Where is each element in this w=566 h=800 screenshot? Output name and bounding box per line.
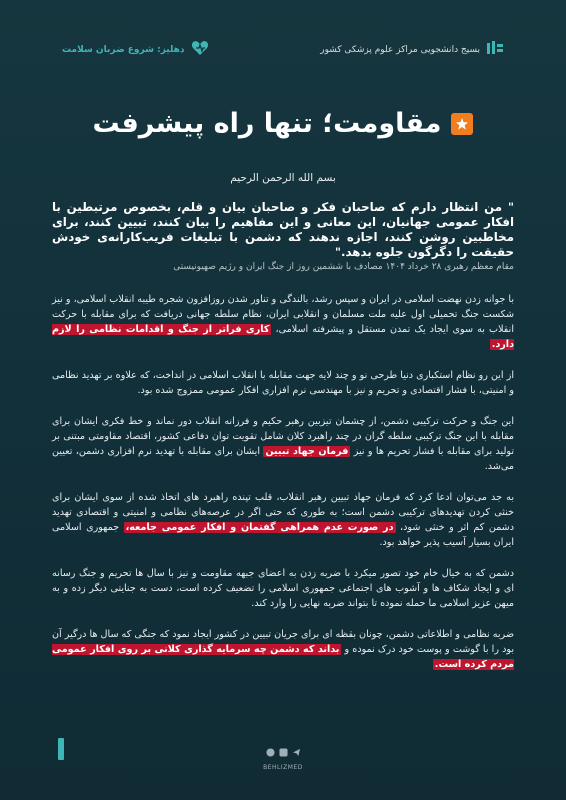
eitaa-icon[interactable] — [279, 742, 288, 761]
footer — [0, 742, 566, 771]
paragraph-text: به جد می‌توان ادعا کرد که فرمان جهاد تبیین رهبر انقلاب، قلب تپنده راهبرد های اتخاذ شده از سوی ایشان برای خنثی کردن تهدیدهای ترکیبی دشمن است؛ به طوری که حتی اگر در عرصه‌های نظامی و امنیتی و اقتصادی تهدید دشمن کم اثر و خنثی شود، — [52, 492, 514, 533]
heart-logo-icon — [191, 40, 209, 60]
highlighted-text: کاری فراتر از جنگ و اقدامات نظامی را لازم دارد. — [52, 324, 514, 350]
bale-icon[interactable] — [266, 742, 275, 761]
header-brand-text: دهلیز: شروع ضربان سلامت — [62, 45, 185, 55]
paragraph-3 — [52, 414, 514, 474]
telegram-icon[interactable] — [292, 742, 301, 761]
paragraph-6 — [52, 627, 514, 672]
article-body — [52, 172, 514, 688]
header — [62, 38, 504, 62]
title-block — [0, 108, 566, 139]
paragraph-4 — [52, 490, 514, 550]
footer-handle: BEHLIZMED — [263, 764, 303, 771]
paragraph-text: ضربه نظامی و اطلاعاتی دشمن، چونان بقظه ای برای جریان تبیین در کشور ایجاد نمود که جنگی که سال ها درگیر آن بود را با گوشت و پوست خود درک نموده و — [52, 629, 514, 655]
page-title: مقاومت؛ تنها راه پیشرفت — [92, 108, 442, 139]
highlighted-text: بداند که دشمن چه سرمایه گذاری کلانی بر روی افکار عمومی مردم کرده است. — [52, 644, 514, 670]
basij-logo-icon — [486, 40, 504, 60]
highlighted-text: در صورت عدم همراهی گفتمان و افکار عمومی جامعه، — [125, 522, 394, 533]
paragraph-1 — [52, 292, 514, 352]
header-right — [320, 40, 504, 60]
paragraph-text: دشمن که به خیال خام خود تصور میکرد با ضربه زدن به اعضای جبهه مقاومت و نیز با سال ها تحریم و جنگ رسانه ای و ایجاد شکاف ها و آشوب های اجتماعی جمهوری اسلامی را تضعیف کرده است، دست به جنایتی دیگر زده و به میهن عزیز اسلامی ما حمله نموده تا بتواند ضربه نهایی را وارد کند. — [52, 568, 514, 609]
paragraph-text: ایشان برای مقابله با تهدید نرم افزاری دشمن، تعیین می‌شد. — [52, 446, 514, 472]
quote-source: مقام معظم رهبری ۲۸ خرداد ۱۴۰۴ مصادف با ششمین روز از جنگ ایران و رژیم صهیونیستی — [173, 262, 514, 272]
paragraph-text: با جوانه زدن نهضت اسلامی در ایران و سپس رشد، بالندگی و تناور شدن روزافزون شجره طیبه انقلاب اسلامی، و نیز شکست جنگ تحمیلی اول علیه ملت مسلمان و انقلابی ایران، نظام سلطه جهانی دریافت که برای مقابله با حرکت انقلاب به سوی ایجاد یک تمدن مستقل و پیشرفته اسلامی، — [52, 294, 514, 335]
paragraph-text: این جنگ و حرکت ترکیبی دشمن، از چشمان تیزبین رهبر حکیم و فرزانه انقلاب دور نماند و خط فکری ایشان برای مقابله با این جنگ ترکیبی سلطه گران در چند راهبرد کلان شامل تقویت توان دفاعی کشور، اقتصاد مقاومتی مبتنی بر تولید برای مقابله با فشار تحریم ها و نیز — [52, 416, 514, 457]
paragraph-5 — [52, 566, 514, 611]
header-left — [62, 40, 209, 60]
highlighted-text: فرمان جهاد تبیین — [265, 446, 349, 457]
paragraph-text: جمهوری اسلامی ایران بسیار آسیب پذیر خواهد بود. — [52, 522, 514, 548]
basmala: بسم الله الرحمن الرحیم — [230, 172, 336, 184]
leader-quote: " من انتظار دارم که صاحبان فکر و صاحبان بیان و قلم، بخصوص مرتبطین با افکار عمومی جهانیان، این معانی و این مفاهیم را بیان کنند، تبیین کنند، برای مخاطبین روشن کنند، اجازه ندهند که دشمن با تبلیغات فریب‌کارانه‌ی خودش حقیقت را دگرگون جلوه بدهد." — [52, 200, 514, 259]
paragraph-text: از این رو نظام استکباری دنیا طرحی نو و چند لایه جهت مقابله با انقلاب اسلامی در انداخت، که علاوه بر تهدید نظامی و امنیتی، با فشار اقتصادی و تحریم و نیز با مهندسی نرم افزاری افکار عمومی ممزوج شده بود. — [52, 370, 514, 396]
social-icons — [266, 742, 301, 761]
header-org-text: بسیج دانشجویی مراکز علوم پزشکی کشور — [320, 45, 480, 55]
paragraph-2 — [52, 368, 514, 398]
star-badge-icon — [451, 113, 473, 135]
